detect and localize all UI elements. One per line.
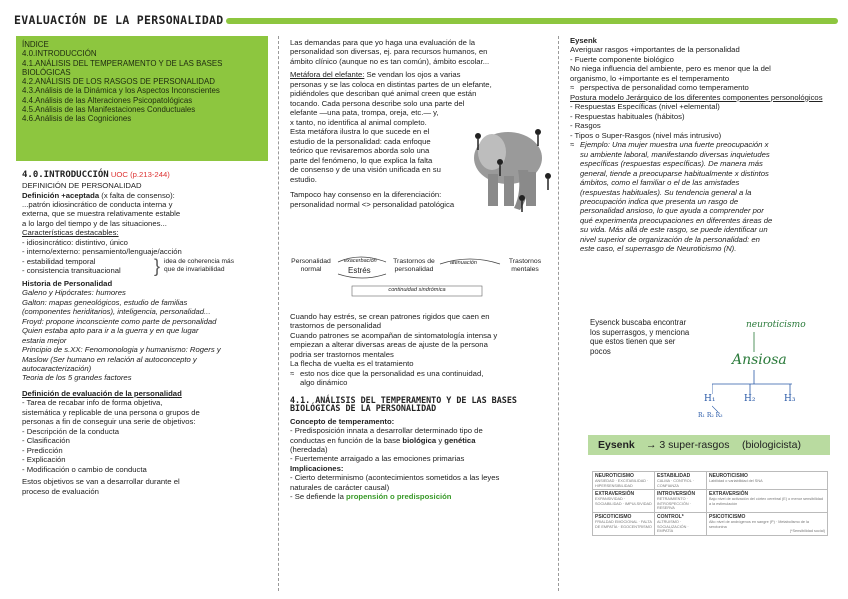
- note-line: esto nos dice que la personalidad es una continuidad,: [300, 368, 484, 378]
- metafora-line: personas y se las coloca en distintas partes de un elefante,: [290, 79, 492, 89]
- historia-line: autocaracterización): [22, 363, 92, 373]
- eysenk-line: - Fuerte componente biológico: [570, 54, 674, 64]
- example-line: preocupación indica que presenta un rasgo de: [580, 196, 739, 206]
- index-item[interactable]: 4.1.ANÁLISIS DEL TEMPERAMENTO Y DE LAS BASES BIOLÓGICAS: [22, 58, 223, 77]
- table-sub: ANSIEDAD · EXCITABILIDAD · HIPERSENSIBILIDAD: [595, 479, 649, 488]
- table-cell: EXTRAVERSIÓN: [709, 491, 749, 498]
- def-eval-line: personas a fin de conseguir una serie de objetivos:: [22, 417, 196, 427]
- middle-para: personalidad son diversas, ej. para recursos humanos, en: [290, 47, 488, 57]
- table-footnote: (*Sensibilidad social): [789, 529, 825, 534]
- def-eval-line: - Predicción: [22, 445, 63, 455]
- table-cell: NEUROTICISMO: [595, 473, 634, 479]
- def-eval-closing: Estos objetivos se van a desarrollar durante el: [22, 477, 180, 487]
- metafora-line: pidiéndoles que describan qué animal creen que están: [290, 89, 477, 99]
- caract-title: Características destacables:: [22, 228, 119, 238]
- y-word: y: [438, 435, 443, 445]
- index-box: [16, 36, 268, 161]
- def-rest: (x falta de consenso):: [101, 190, 175, 200]
- metafora-line: parte del fenómeno, lo que explica la falta: [290, 155, 433, 165]
- hand-r: R₁ R₂ R₃: [698, 412, 723, 419]
- eysenk-line: No niega influencia del ambiente, pero es menor que la del: [570, 64, 771, 74]
- eysenk-line: Averiguar rasgos +importantes de la personalidad: [570, 45, 740, 55]
- concepto-line: conductas en función de la base: [290, 435, 401, 445]
- eysenk-title: Eysenk: [570, 36, 597, 45]
- continuity-diagram: [290, 252, 554, 300]
- table-sub: ALTRUISMO · SOCIALIZACIÓN · EMPATÍA: [657, 520, 689, 534]
- estres-line: La flecha de vuelta es el tratamiento: [290, 359, 414, 369]
- intro-subheading: DEFINICIÓN DE PERSONALIDAD: [22, 181, 142, 191]
- list-item: - Tipos o Super-Rasgos (nivel más intrusivo): [570, 130, 722, 140]
- table-sub: Alto nivel de andrógenos en sangre (P) · Metabolismo de la serotonina: [709, 520, 810, 529]
- example-line: su vida. Más allá de este rasgo, se puede identificar un: [580, 225, 768, 235]
- impl-line: naturales de carácter causal): [290, 482, 390, 492]
- page-title: EVALUACIÓN DE LA PERSONALIDAD: [14, 13, 224, 27]
- diagram-cont: continuidad sindrómica: [388, 287, 446, 293]
- index-heading: ÍNDICE: [22, 40, 49, 49]
- table-cell: EXTRAVERSIÓN: [595, 491, 635, 498]
- example-line: personalidad ansioso, lo que ayuda a comprender por: [580, 206, 764, 216]
- def-label: Definición +aceptada: [22, 190, 100, 200]
- banner-text: → 3 super-rasgos: [646, 439, 730, 451]
- eysenk-note: perspectiva de personalidad como temperamento: [580, 83, 749, 93]
- consenso-line: personalidad normal <> personalidad patológica: [290, 199, 455, 209]
- consenso-line: Tampoco hay consenso en la diferenciación:: [290, 190, 442, 200]
- middle-para: ámbito clínico (aunque no es tan común), ámbito escolar...: [290, 56, 490, 66]
- historia-title: Historia de Personalidad: [22, 278, 113, 288]
- concepto-line: - Fuertemente arraigado a las emociones primarias: [290, 454, 465, 464]
- diagram-aten: atenuación: [450, 260, 477, 266]
- table-cell: NEUROTICISMO: [709, 473, 748, 479]
- metafora-line: Se vendan los ojos a varias: [366, 70, 461, 80]
- gen-word: genética: [444, 435, 476, 445]
- historia-line: Froyd: propone inconsciente como parte de personalidad: [22, 316, 217, 326]
- table-sub: Bajo nivel de activación del córtex cerebral (E) o menor sensibilidad a la estimulación: [709, 497, 823, 506]
- metafora-line: tocando. Cada persona describe solo una parte del: [290, 98, 465, 108]
- estres-line: trastornos de personalidad: [290, 321, 382, 331]
- buscaba-block: [590, 318, 710, 357]
- caract-note: idea de coherencia más: [164, 257, 235, 265]
- elephant-illustration: [462, 112, 554, 220]
- hand-h1: H₁: [704, 394, 716, 404]
- metafora-line: estudio.: [290, 174, 317, 184]
- example-line: nivel superior de organización de la personalidad: en: [580, 234, 760, 244]
- historia-line: (componentes heriditarios), inteligencia, personalidad...: [22, 307, 211, 317]
- example-line: general, tiende a preocuparse habitualmente x distintos: [580, 168, 769, 178]
- def-line: a lo largo del tiempo y de las situaciones...: [22, 218, 167, 228]
- index-item[interactable]: 4.6.Análisis de las Cogniciones: [22, 114, 132, 123]
- diagram-right: Trastornos: [508, 258, 542, 265]
- index-item[interactable]: 4.3.Análisis de la Dinámica y los Aspectos Inconscientes: [22, 86, 220, 96]
- index-item[interactable]: 4.4.Análisis de las Alteraciones Psicopatológicas: [22, 95, 193, 105]
- diagram-estres: Estrés: [348, 266, 371, 275]
- impl-line: - Se defiende la: [290, 492, 344, 502]
- table-cell: CONTROL*: [657, 513, 684, 520]
- def-eval-line: sistemática y replicable de una persona o grupos de: [22, 407, 200, 417]
- example-line: (respuestas habituales). Su tendencia general a la: [580, 187, 752, 197]
- left-column: [22, 170, 274, 496]
- table-cell: ESTABILIDAD: [657, 473, 691, 479]
- metafora-line: Esta metáfora ilustra lo que sucede en el: [290, 127, 430, 137]
- list-item: - Rasgos: [570, 121, 601, 131]
- example-line: su ambiente laboral, manifestando diversas inquietudes: [580, 149, 770, 159]
- table-cell: PSICOTICISMO: [595, 513, 632, 520]
- hand-h2: H₂: [744, 394, 756, 404]
- estres-line: Cuando patrones se acompañan de sintomatología intensa y: [290, 330, 498, 340]
- column-divider: [558, 36, 559, 591]
- banner-note: (biologicista): [742, 439, 801, 451]
- hand-mid: Ansiosa: [732, 352, 787, 368]
- def-eval-line: - Explicación: [22, 455, 66, 465]
- column-divider: [278, 36, 279, 591]
- example-line: qué experimenta preocupaciones en diferentes áreas de: [580, 215, 773, 225]
- title-rule: [226, 18, 838, 24]
- postura-line: Postura modelo Jerárquico de los diferentes componentes personológicos: [570, 92, 823, 102]
- brace-icon: }: [154, 255, 161, 276]
- table-sub: RETRAIMIENTO · INTROSPECCIÓN · RESERVA: [657, 497, 691, 511]
- def-eval-line: - Clasificación: [22, 436, 70, 446]
- concepto-line: - Predisposición innata a desarrollar determinado tipo de: [290, 426, 483, 436]
- caract-item: - idiosincrático: distintivo, único: [22, 237, 128, 247]
- def-eval-closing: proceso de evaluación: [22, 486, 99, 496]
- caract-item: - consistencia transituacional: [22, 266, 121, 276]
- caract-item: - estabilidad temporal: [22, 256, 96, 266]
- metafora-line: estudio de la personalidad: cada enfoque: [290, 136, 431, 146]
- historia-line: estaria mejor: [22, 335, 67, 345]
- intro-ref: UOC (p.213-244): [110, 170, 170, 179]
- hand-h3: H₃: [784, 394, 796, 404]
- historia-line: Galeno y Hipócrates: humores: [22, 288, 126, 298]
- historia-line: Principio de s.XX: Fenomonologia y humanismo: Rogers y: [22, 345, 221, 355]
- banner-name: Eysenk: [598, 439, 635, 451]
- hand-top: neuroticismo: [746, 320, 806, 330]
- metafora-line: elefante —una pata, trompa, oreja, etc.— y,: [290, 108, 439, 118]
- arrow-icon: ≈: [570, 140, 575, 150]
- table-cell: INTROVERSIÓN: [657, 491, 696, 498]
- estres-line: podria ser trastornos mentales: [290, 349, 394, 359]
- buscaba-line: pocos: [590, 347, 611, 357]
- right-column: [570, 36, 832, 254]
- caract-note: que de invariabilidad: [164, 266, 225, 274]
- metafora-label: Metáfora del elefante:: [290, 70, 365, 80]
- list-item: - Respuestas habituales (hábitos): [570, 111, 685, 121]
- diagram-left: Personalidad: [291, 258, 331, 265]
- historia-line: Galton: mapas geneológicos, estudio de familias: [22, 297, 188, 307]
- arrow-icon: ≈: [290, 368, 295, 378]
- def-line: ...patrón idiosincrático de conducta interna y: [22, 200, 173, 209]
- bio-word: biológica: [402, 435, 437, 445]
- def-eval-title: Definición de evaluación de la personalidad: [22, 388, 182, 398]
- example-line: ámbitos, como el familiar o el de las amistades: [580, 178, 740, 188]
- middle-column-lower: [290, 312, 554, 502]
- diagram-mid: Trastornos de: [393, 258, 435, 265]
- arrow-icon: ≈: [570, 83, 575, 93]
- list-item: - Respuestas Específicas (nivel +elemental): [570, 102, 720, 112]
- eysenk-banner: [588, 435, 830, 455]
- note-line: algo dinámico: [300, 378, 348, 388]
- eysenk-table: [592, 471, 828, 536]
- diagram-left: normal: [300, 266, 322, 274]
- historia-line: Maslow (Ser humano en relación al autoconcepto y: [22, 354, 197, 364]
- table-cell: PSICOTICISMO: [709, 513, 746, 520]
- hierarchy-lines: [712, 316, 842, 428]
- impl-title: Implicaciones:: [290, 463, 344, 473]
- hierarchy-sketch: [698, 316, 842, 428]
- def-eval-line: - Modificación o cambio de conducta: [22, 464, 147, 474]
- concepto-title: Concepto de temperamento:: [290, 416, 395, 426]
- metafora-line: x tanto, no identifica al animal completo.: [290, 117, 427, 127]
- def-line: externa, que se muestra relativamente estable: [22, 209, 181, 219]
- diagram-exac: exacerbación: [344, 258, 377, 264]
- historia-line: Teoria de los 5 grandes factores: [22, 373, 132, 383]
- buscaba-line: Eysenck buscaba encontrar: [590, 318, 687, 327]
- index-item[interactable]: 4.5.Análisis de las Manifestaciones Conductuales: [22, 104, 196, 114]
- example-line: este caso, el superrasgo de Neuroticismo (N).: [580, 244, 737, 254]
- table-sub: CALMA · CONTROL · CONFIANZA: [657, 479, 694, 488]
- historia-line: Quien estaba apto para ir a la guerra y en que lugar: [22, 326, 199, 336]
- concepto-line: (heredada): [290, 444, 328, 454]
- def-eval-line: - Tarea de recabar info de forma objetiva,: [22, 398, 163, 408]
- def-eval-line: - Descripción de la conducta: [22, 426, 119, 436]
- diagram-right: mentales: [511, 266, 539, 274]
- middle-para: Las demandas para que yo haga una evaluación de la: [290, 38, 476, 47]
- table-sub: Labilidad o variabilidad del SNA: [709, 479, 763, 484]
- eysenk-line: organismo, lo +importante es el temperamento: [570, 73, 730, 83]
- example-line: específicas (respuestas específicas). De manera más: [580, 159, 763, 169]
- impl-line: - Cierto determinismo (acontecimientos sometidos a las leyes: [290, 473, 500, 483]
- metafora-line: de consenso y de una visión unificada en su: [290, 165, 441, 175]
- impl-green: propensión o predisposición: [346, 492, 452, 502]
- sec41-title: 4.1. ANÁLISIS DEL TEMPERAMENTO Y DE LAS BASES BIOLÓGICAS DE LA PERSONALIDAD: [290, 394, 517, 414]
- index-item[interactable]: 4.0.INTRODUCCIÓN: [22, 49, 97, 59]
- estres-line: empiezan a alterar diversas areas de ajuste de la persona: [290, 340, 488, 350]
- caract-item: - interno/externo: pensamiento/lenguaje/acción: [22, 247, 182, 257]
- intro-heading: 4.0.INTRODUCCIÓN: [22, 170, 109, 180]
- buscaba-line: los superrasgos, y menciona: [590, 327, 690, 337]
- table-sub: EXPANSIVIDAD · SOCIABILIDAD · IMPULSIVIDAD: [595, 497, 652, 506]
- index-item[interactable]: 4.2.ANÁLISIS DE LOS RASGOS DE PERSONALIDAD: [22, 77, 215, 86]
- table-sub: FRIALDAD EMOCIONAL · FALTA DE EMPATÍA · EGOCENTRISMO: [595, 520, 652, 529]
- estres-line: Cuando hay estrés, se crean patrones rigidos que caen en: [290, 312, 490, 321]
- diagram-mid: personalidad: [394, 266, 434, 274]
- buscaba-line: que estos tienen que ser: [590, 337, 676, 347]
- metafora-line: teórico que revisaremos aborda solo una: [290, 146, 430, 156]
- example-line: Ejemplo: Una mujer muestra una fuerte preocupación x: [580, 140, 769, 150]
